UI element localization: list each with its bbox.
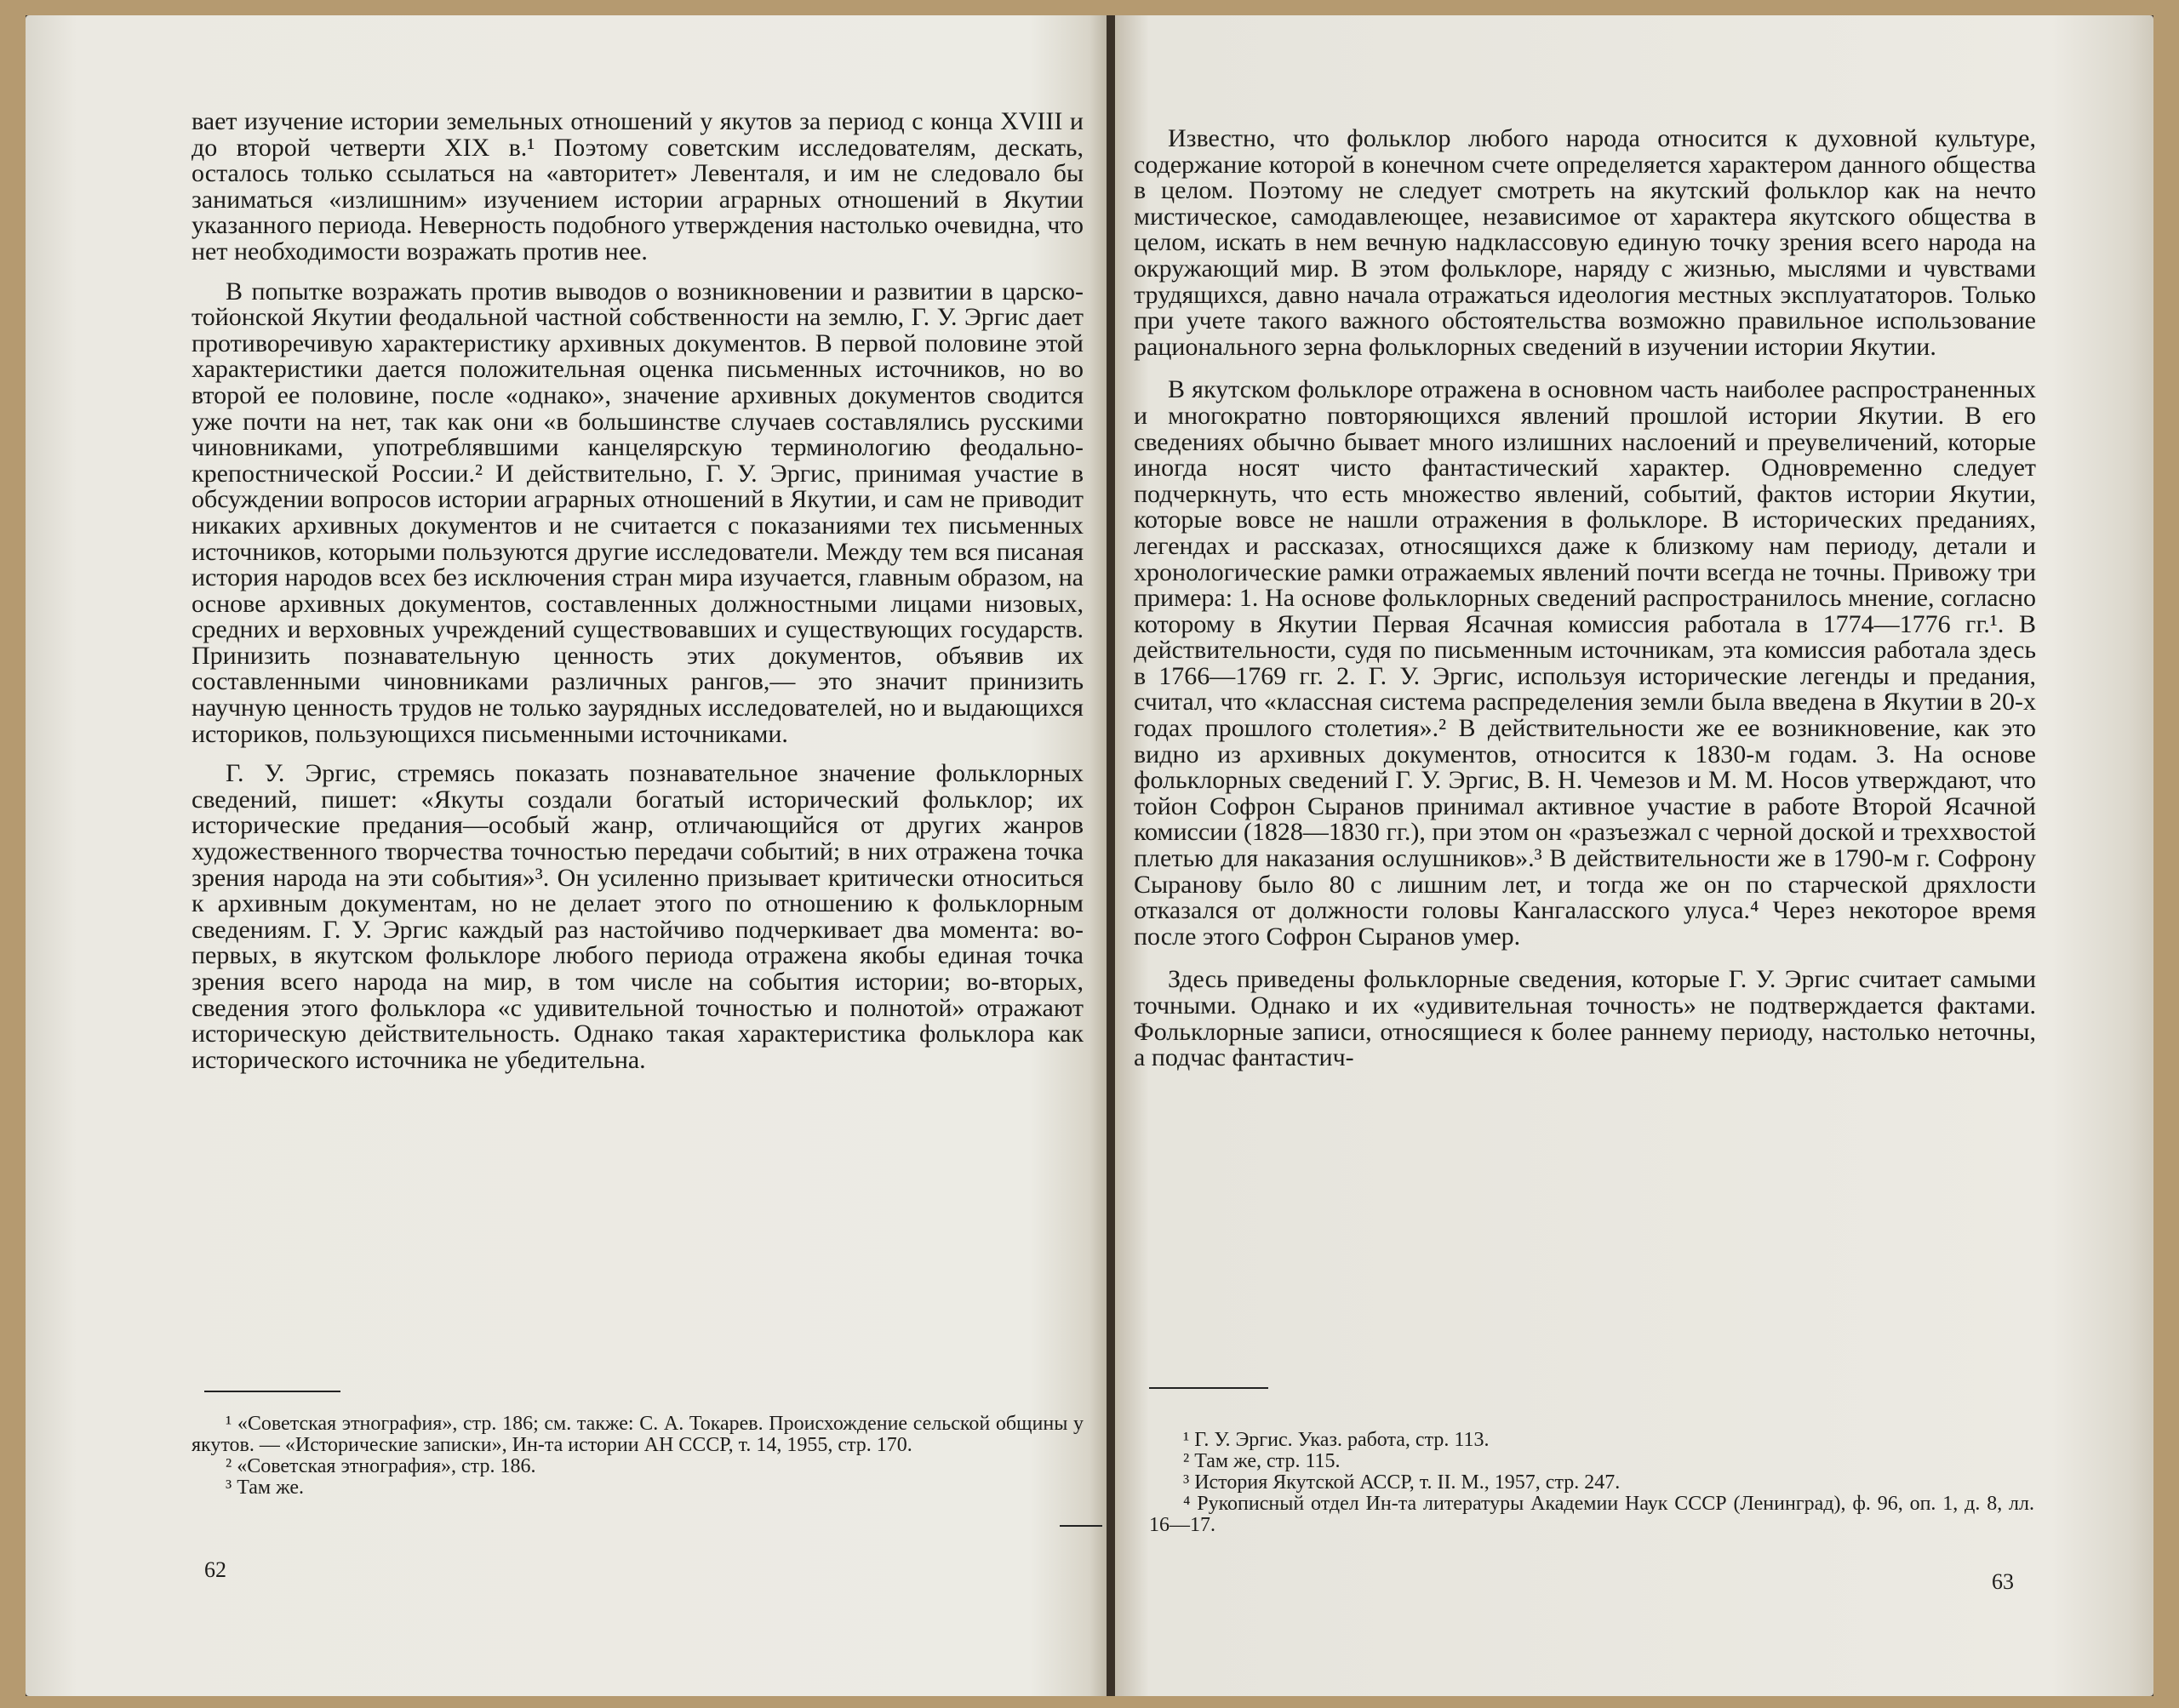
right-footnotes <box>1149 1430 2034 1536</box>
footnote-divider <box>1149 1387 1268 1389</box>
left-paragraph-3: Г. У. Эргис, стремясь показать познавательное значение фольклорных сведений, пишет: «Якуты создали богатый исторический фольклор; их исторические предания—особый жанр, отличающийся от других жанров художественного творчества точностью передачи событий; в них отражена точка зрения народа на эти события»³. Он усиленно призывает критически относиться к архивным документам, но не делает этого по отношению к фольклорным сведениям. Г. У. Эргис каждый раз настойчиво подчеркивает два момента: во-первых, в якутском фольклоре любого периода отражена якобы единая точка зрения всего народа на мир, в том числе на события истории; во-вторых, сведения этого фольклора «с удивительной точностью и полнотой» отражают историческую действительность. Однако такая характеристика фольклора как исторического источника не убедительна. <box>192 759 1084 1074</box>
right-footnote-2: ² Там же, стр. 115. <box>1183 1450 1341 1472</box>
left-paragraph-1: вает изучение истории земельных отношений у якутов за период с конца XVIII и до второй четверти XIX в.¹ Поэтому советским исследователям, дескать, осталось только ссылаться на «авторитет» Левенталя, и им не следовало бы заниматься «излишним» изучением истории аграрных отношений в Якутии указанного периода. Неверность подобного утверждения настолько очевидна, что нет необходимости возражать против нее. <box>192 107 1084 266</box>
left-page-number: 62 <box>204 1557 226 1582</box>
left-paragraph-2: В попытке возражать против выводов о возникновении и развитии в царско-тойонской Якутии феодальной частной собственности на землю, Г. У. Эргис дает противоречивую характеристику архивных документов. В первой половине этой характеристики дается положительная оценка письменных источников, но во второй ее половине, после «однако», значение архивных документов сводится уже почти на нет, так как они «в большинстве случаев составлялись русскими чиновниками, употреблявшими канцелярскую терминологию феодально-крепостнической России.² И действительно, Г. У. Эргис, принимая участие в обсуждении вопросов истории аграрных отношений в Якутии, и сам не приводит никаких архивных документов и не считается с показаниями тех письменных источников, которыми пользуются другие исследователи. Между тем вся писаная история народов всех без исключения стран мира изучается, главным образом, на основе архивных документов, составленных должностными лицами низовых, средних и верховных учреждений существовавших и существующих государств. Принизить познавательную ценность этих документов, объявив их составленными чиновниками различных рангов,— это значит принизить научную ценность трудов не только заурядных исследователей, но и выдающихся историков, пользующихся письменными источниками. <box>192 277 1084 748</box>
left-footnote-1: ¹ «Советская этнография», стр. 186; см. также: С. А. Токарев. Происхождение сельской общины у якутов. — «Исторические записки», Ин-та истории АН СССР, т. 14, 1955, стр. 170. <box>192 1413 1084 1456</box>
margin-dash <box>1060 1525 1102 1527</box>
left-footnotes <box>192 1414 1084 1499</box>
right-page-number: 63 <box>1992 1569 2014 1594</box>
right-paragraph-3: Здесь приведены фольклорные сведения, которые Г. У. Эргис считает самыми точными. Однако и их «удивительная точность» не подтверждается фактами. Фольклорные записи, относящиеся к более раннему периоду, настолько неточны, а подчас фантастич- <box>1134 965 2036 1072</box>
left-footnote-2: ² «Советская этнография», стр. 186. <box>226 1455 536 1477</box>
right-paragraph-1: Известно, что фольклор любого народа относится к духовной культуре, содержание которой в конечном счете определяется характером данного общества в целом. Поэтому не следует смотреть на якутский фольклор как на нечто мистическое, самодавлеющее, независимое от характера якутского общества в целом, искать в нем вечную надклассовую единую точку зрения всего народа на окружающий мир. В этом фольклоре, наряду с жизнью, мыслями и чувствами трудящихся, давно начала отражаться идеология местных эксплуататоров. Только при учете такого важного обстоятельства возможно правильное использование рационального зерна фольклорных сведений в изучении истории Якутии. <box>1134 124 2036 361</box>
right-footnote-4: ⁴ Рукописный отдел Ин-та литературы Академии Наук СССР (Ленинград), ф. 96, оп. 1, д. 8, лл. 16—17. <box>1149 1493 2034 1536</box>
right-paragraph-2: В якутском фольклоре отражена в основном часть наиболее распространенных и многократно повторяющихся явлений прошлой истории Якутии. В его сведениях обычно бывает много излишних наслоений и преувеличений, которые иногда носят чисто фантастический характер. Одновременно следует подчеркнуть, что есть множество явлений, событий, фактов истории Якутии, которые вовсе не нашли отражения в фольклоре. В исторических преданиях, легендах и рассказах, относящихся даже к близкому нам периоду, детали и хронологические рамки отражаемых явлений почти всегда не точны. Привожу три примера: 1. На основе фольклорных сведений распространилось мнение, согласно которому в Якутии Первая Ясачная комиссия работала в 1774—1776 гг.¹. В действительности, судя по письменным источникам, эта комиссия работала здесь в 1766—1769 гг. 2. Г. У. Эргис, используя исторические легенды и предания, считал, что «классная система распределения земли была введена в Якутии в 20-х годах прошлого столетия».² В действительности же ее возникновение, как это видно из архивных документов, относится к 1830-м годам. 3. На основе фольклорных сведений Г. У. Эргис, В. Н. Чемезов и М. М. Носов утверждают, что тойон Софрон Сыранов принимал активное участие в работе Второй Ясачной комиссии (1828—1830 гг.), при этом он «разъезжал с черной доской и треххвостой плетью для наказания ослушников».³ В действительности же в 1790-м г. Софрону Сыранову было 80 с лишним лет, и тогда же он по старческой дряхлости отказался от должности головы Кангаласского улуса.⁴ Через некоторое время после этого Софрон Сыранов умер. <box>1134 375 2036 951</box>
right-page <box>1115 15 2153 1696</box>
book-spread <box>26 15 2153 1696</box>
left-page-body <box>192 109 1084 1073</box>
left-footnote-3: ³ Там же. <box>226 1477 305 1499</box>
footnote-divider <box>204 1391 340 1392</box>
left-page <box>26 15 1107 1696</box>
right-footnote-3: ³ История Якутской АССР, т. II. М., 1957, стр. 247. <box>1183 1471 1621 1494</box>
right-page-body <box>1134 126 2036 1071</box>
right-footnote-1: ¹ Г. У. Эргис. Указ. работа, стр. 113. <box>1183 1429 1490 1451</box>
